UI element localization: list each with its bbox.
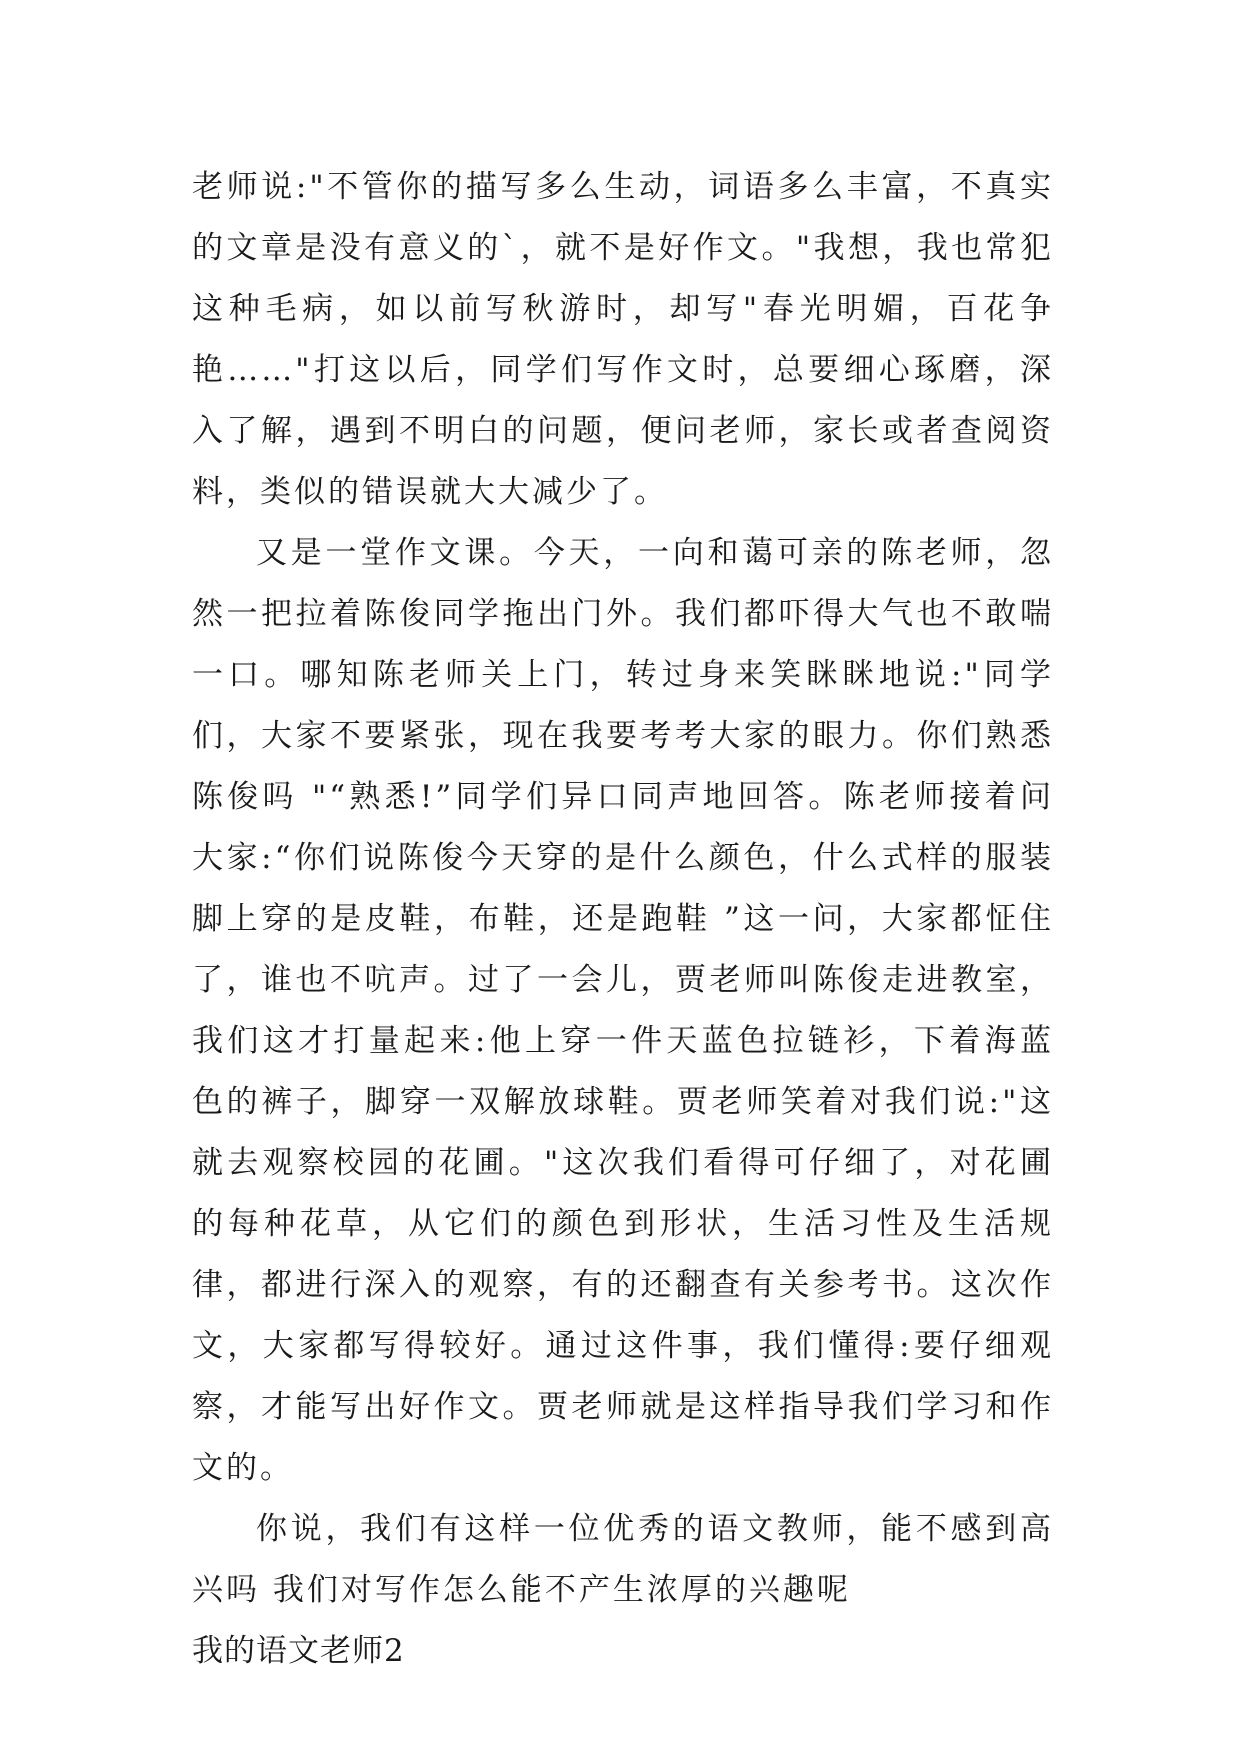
paragraph-1: 老师说:"不管你的描写多么生动，词语多么丰富，不真实的文章是没有意义的`，就不是好作文。"我想，我也常犯这种毛病，如以前写秋游时，却写"春光明媚，百花争艳……"打这以后，同学们写作文时，总要细心琢磨，深入了解，遇到不明白的问题，便问老师，家长或者查阅资料，类似的错误就大大减少了。 [192, 169, 1054, 510]
section-heading: 我的语文老师2 [192, 1633, 405, 1669]
paragraph-3: 你说，我们有这样一位优秀的语文教师，能不感到高兴吗 我们对写作怎么能不产生浓厚的兴趣呢 [192, 1511, 1054, 1608]
document-body [192, 157, 1054, 1682]
paragraph-2: 又是一堂作文课。今天，一向和蔼可亲的陈老师，忽然一把拉着陈俊同学拖出门外。我们都吓得大气也不敢喘一口。哪知陈老师关上门，转过身来笑眯眯地说:"同学们，大家不要紧张，现在我要考考大家的眼力。你们熟悉陈俊吗 "“熟悉!”同学们异口同声地回答。陈老师接着问大家:“你们说陈俊今天穿的是什么颜色，什么式样的服装 脚上穿的是皮鞋，布鞋，还是跑鞋 ”这一问，大家都怔住了，谁也不吭声。过了一会儿，贾老师叫陈俊走进教室，我们这才打量起来:他上穿一件天蓝色拉链衫，下着海蓝色的裤子，脚穿一双解放球鞋。贾老师笑着对我们说:"这就去观察校园的花圃。"这次我们看得可仔细了，对花圃的每种花草，从它们的颜色到形状，生活习性及生活规律，都进行深入的观察，有的还翻查有关参考书。这次作文，大家都写得较好。通过这件事，我们懂得:要仔细观察，才能写出好作文。贾老师就是这样指导我们学习和作文的。 [192, 535, 1054, 1486]
